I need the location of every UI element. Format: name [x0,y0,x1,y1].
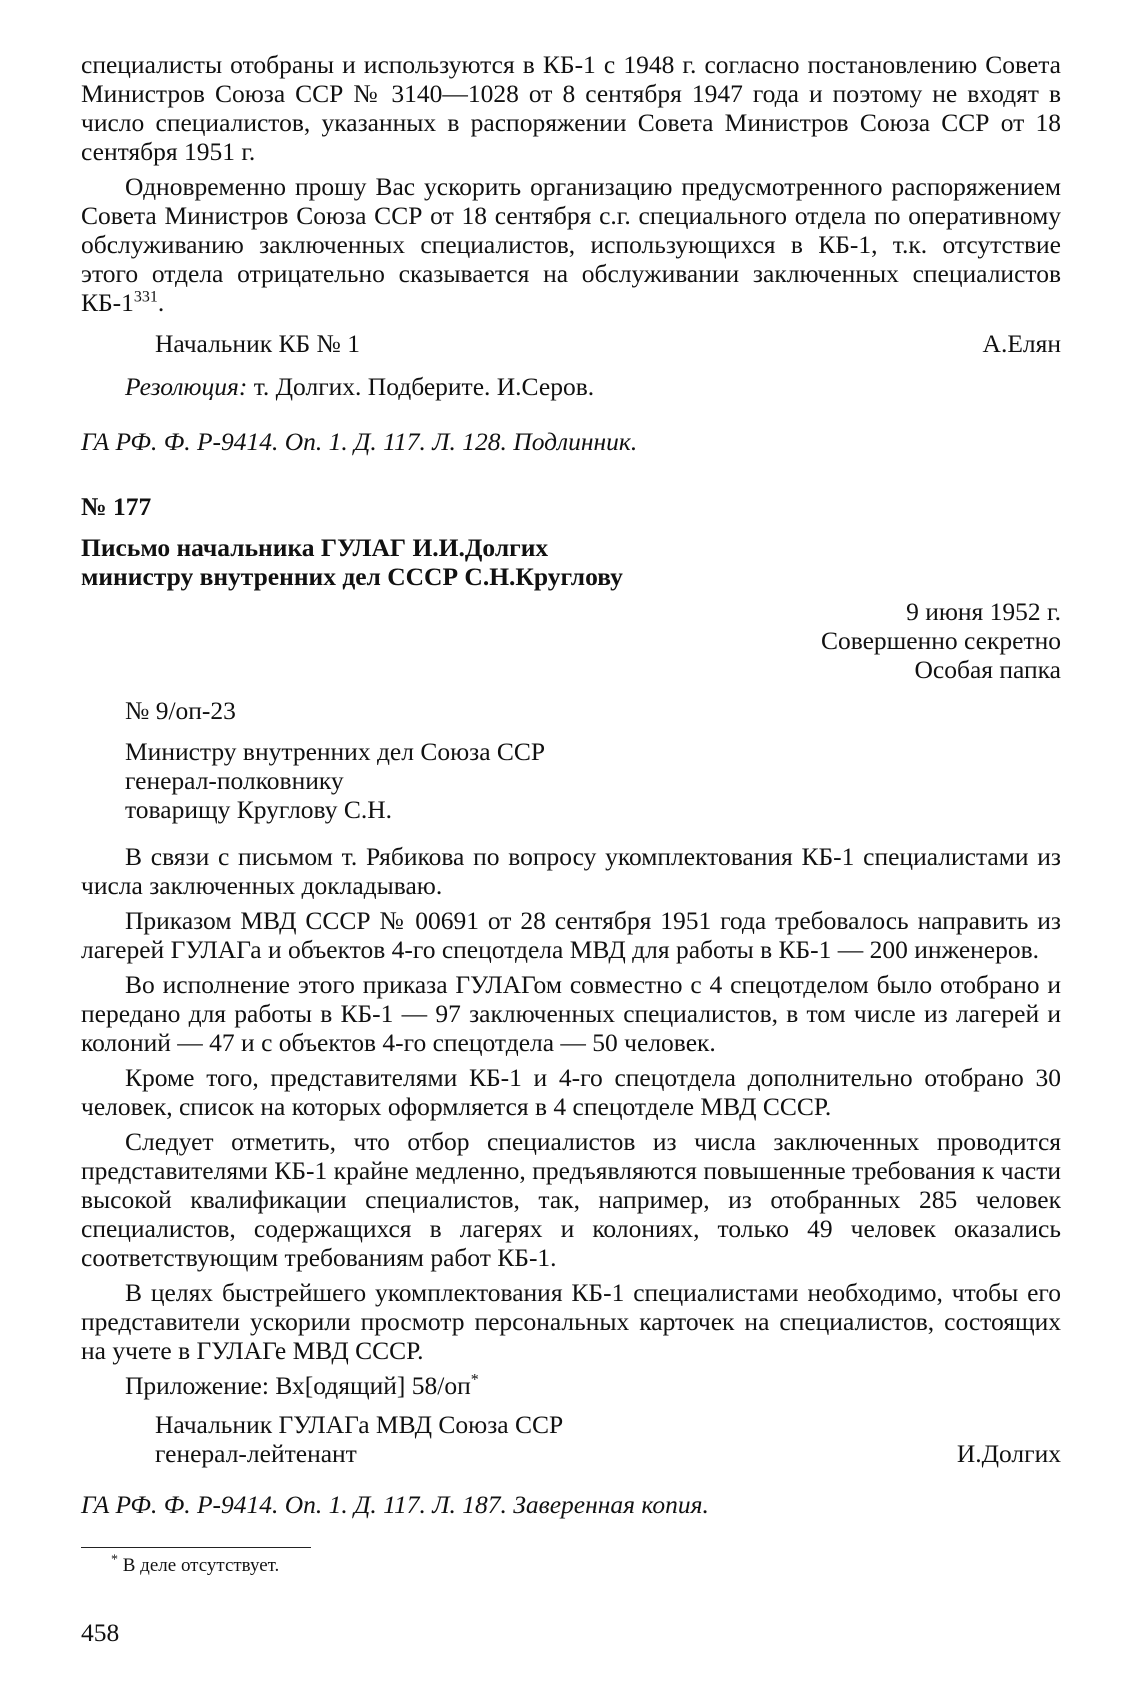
signature-line-2 [81,1439,1061,1468]
document-date: 9 июня 1952 г. [906,597,1061,626]
footnote-divider [81,1547,311,1548]
body-paragraph-5: Следует отметить, что отбор специалистов из числа заключенных проводится представителями КБ-1 крайне медленно, предъявляются повышенные требования к части высокой квалификации специалистов, так, например, из отобранных 285 человек специалистов, содержащихся в лагерях и колониях, только 49 человек оказались соответствующим требованиям работ КБ-1. [81,1127,1061,1272]
special-folder-stamp: Особая папка [914,655,1061,684]
prev-signature-name: А.Елян [982,329,1061,358]
document-title-line-1: Письмо начальника ГУЛАГ И.И.Долгих [81,533,549,562]
document-title-line-2: министру внутренних дел СССР С.Н.Круглову [81,562,623,591]
body-paragraph-4: Кроме того, представителями КБ-1 и 4-го спецотдела дополнительно отобрано 30 человек, список на которых оформляется в 4 спецотделе МВД СССР. [81,1063,1061,1121]
addressee-line-2: генерал-полковнику [125,766,344,795]
body-paragraph-3: Во исполнение этого приказа ГУЛАГом совместно с 4 спецотделом было отобрано и передано для работы в КБ-1 — 97 заключенных специалистов, в том числе из лагерей и колоний — 47 и с объектов 4-го спецотдела — 50 человек. [81,970,1061,1057]
prev-archive-reference: ГА РФ. Ф. Р-9414. Оп. 1. Д. 117. Л. 128. Подлинник. [81,427,638,456]
document-number: № 177 [81,492,152,521]
reference-number: № 9/оп-23 [125,696,236,725]
prev-signature [81,329,1061,358]
prev-paragraph-2-end: . [157,288,165,317]
signature-title-line-2: генерал-лейтенант [155,1439,357,1468]
footnote-ref-331: 331 [133,288,158,306]
resolution [81,372,1061,401]
footnote-text: В деле отсутствует. [118,1555,280,1576]
prev-paragraph-2 [81,172,1061,317]
signature-block [81,1410,1061,1468]
page-number: 458 [81,1618,120,1647]
prev-paragraph-1: специалисты отобраны и используются в КБ-1 с 1948 г. согласно постановлению Совета Министров Союза ССР № 3140—1028 от 8 сентября 1947 года и поэтому не входят в число специалистов, указанных в распоряжении Совета Министров Союза ССР от 18 сентября 1951 г. [81,50,1061,166]
footnote [81,1554,1061,1578]
signature-name: И.Долгих [956,1439,1061,1468]
attachment-footnote-mark: * [470,1371,479,1389]
secrecy-stamp: Совершенно секретно [820,626,1061,655]
archive-reference: ГА РФ. Ф. Р-9414. Оп. 1. Д. 117. Л. 187. Заверенная копия. [81,1490,709,1519]
signature-title-line-1: Начальник ГУЛАГа МВД Союза ССР [155,1410,564,1439]
prev-signature-title: Начальник КБ № 1 [155,329,360,358]
addressee-line-1: Министру внутренних дел Союза ССР [125,737,546,766]
attachment-text: Приложение: Вх[одящий] 58/оп [125,1371,471,1400]
body-paragraph-1: В связи с письмом т. Рябикова по вопросу укомплектования КБ-1 специалистами из числа заключенных докладываю. [81,842,1061,900]
prev-paragraph-2-text: Одновременно прошу Вас ускорить организацию предусмотренного распоряжением Совета Министров Союза ССР от 18 сентября с.г. специального отдела по оперативному обслуживанию заключенных специалистов, использующихся в КБ-1, т.к. отсутствие этого отдела отрицательно сказывается на обслуживании заключенных специалистов КБ-1 [81,172,1061,317]
attachment-note [81,1371,1061,1400]
footnote-mark: * [111,1552,118,1568]
resolution-text: т. Долгих. Подберите. И.Серов. [247,372,595,401]
body-paragraph-2: Приказом МВД СССР № 00691 от 28 сентября 1951 года требовалось направить из лагерей ГУЛАГа и объектов 4-го спецотдела МВД для работы в КБ-1 — 200 инженеров. [81,906,1061,964]
body-paragraph-6: В целях быстрейшего укомплектования КБ-1 специалистами необходимо, чтобы его представители ускорили просмотр персональных карточек на специалистов, состоящих на учете в ГУЛАГе МВД СССР. [81,1278,1061,1365]
resolution-label: Резолюция: [125,372,248,401]
addressee-line-3: товарищу Круглову С.Н. [125,795,393,824]
